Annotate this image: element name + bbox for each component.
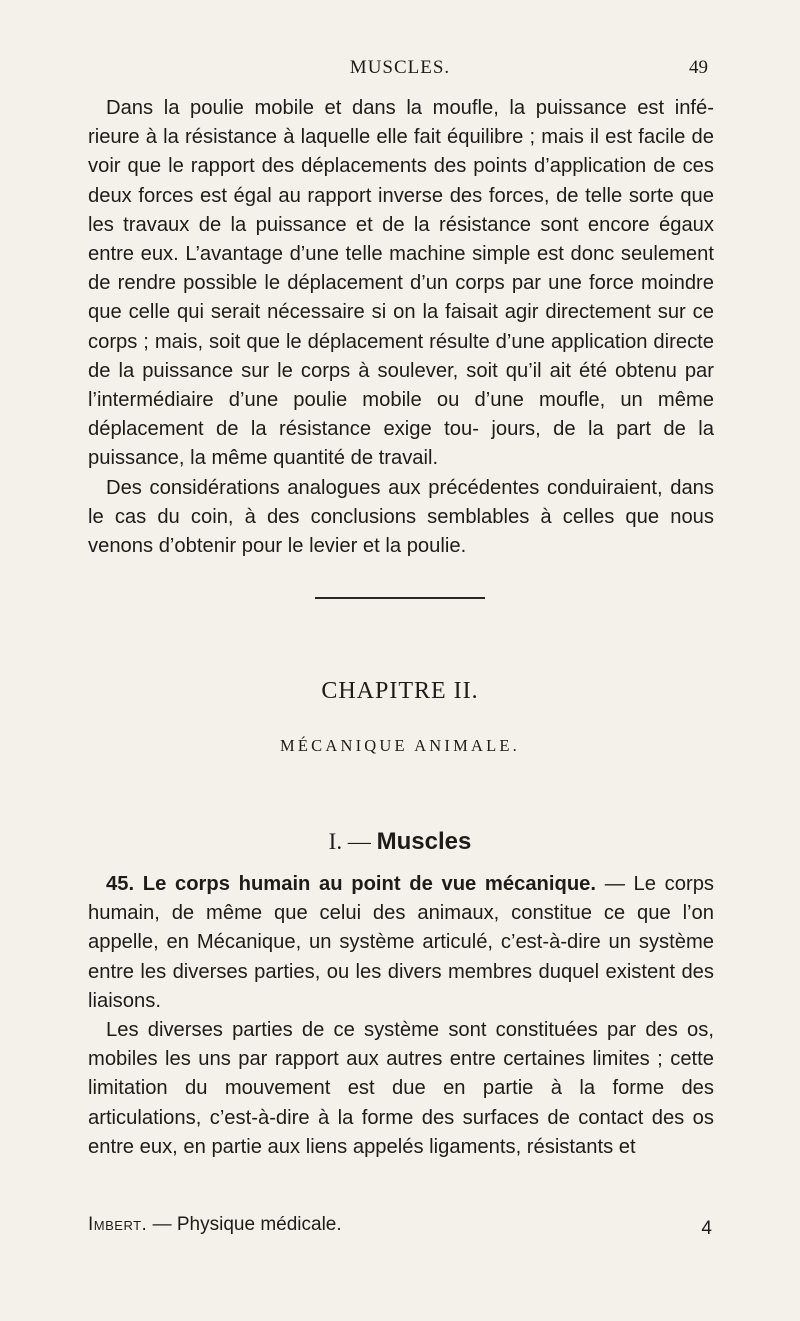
section-number: I. — — [328, 829, 371, 854]
intro-text-block — [88, 94, 714, 561]
page-number: 49 — [689, 57, 708, 78]
signature-mark: 4 — [701, 1218, 712, 1239]
article-paragraph-1-text: — Le corps humain, de même que celui des animaux, constitue ce que l’on appelle, en Mécanique, un système articulé, c’est-à-dire un système entre les diverses parties, ou les divers membres duquel existent des liaisons. — [88, 873, 715, 1012]
article-title: Le corps humain au point de vue mécanique. — [142, 873, 597, 895]
article-text-block — [88, 870, 714, 1162]
article-number: 45. — [106, 873, 135, 895]
running-head — [0, 57, 800, 81]
page-footer — [88, 1214, 718, 1238]
section-divider-rule — [315, 597, 485, 599]
running-title: MUSCLES. — [349, 57, 451, 78]
article-paragraph-2: Les diverses parties de ce système sont constituées par des os, mobiles les uns par rapport aux autres entre certaines limites ; cette limitation du mouvement est due en partie à la forme des articulations, c’est-à-dire à la forme des surfaces de contact des os entre eux, en partie aux liens appelés ligaments, résistants et — [88, 1019, 714, 1158]
footer-book-title: — Physique médicale. — [152, 1214, 342, 1235]
section-heading — [0, 828, 800, 856]
chapter-subtitle: MÉCANIQUE ANIMALE. — [279, 736, 520, 755]
footer-author: Imbert. — [88, 1214, 148, 1235]
intro-paragraph-1: Dans la poulie mobile et dans la moufle, la puissance est infé- rieure à la résistance à laquelle elle fait équilibre ; mais il est facile de voir que le rapport des déplacements des points d’application de ces deux forces est égal au rapport inverse des forces, de telle sorte que les travaux de la puissance et de la résistance sont encore égaux entre eux. L’avantage d’une telle machine simple est donc seulement de rendre possible le déplacement d’un corps par une force moindre que celle qui serait nécessaire si on la faisait agir directement sur ce corps ; mais, soit que le déplacement résulte d’une application directe de la puissance sur le corps à soulever, soit qu’il ait été obtenu par l’intermédiaire d’une poulie mobile ou d’une moufle, un même déplacement de la résistance exige tou- jours, de la part de la puissance, la même quantité de travail. — [88, 97, 714, 470]
section-title: Muscles — [376, 828, 472, 855]
article-paragraph-1 — [88, 870, 714, 1016]
chapter-title: CHAPITRE II. — [321, 678, 479, 704]
intro-paragraph-2: Des considérations analogues aux précédentes conduiraient, dans le cas du coin, à des conclusions semblables à celles que nous venons d’obtenir pour le levier et la poulie. — [88, 476, 714, 558]
